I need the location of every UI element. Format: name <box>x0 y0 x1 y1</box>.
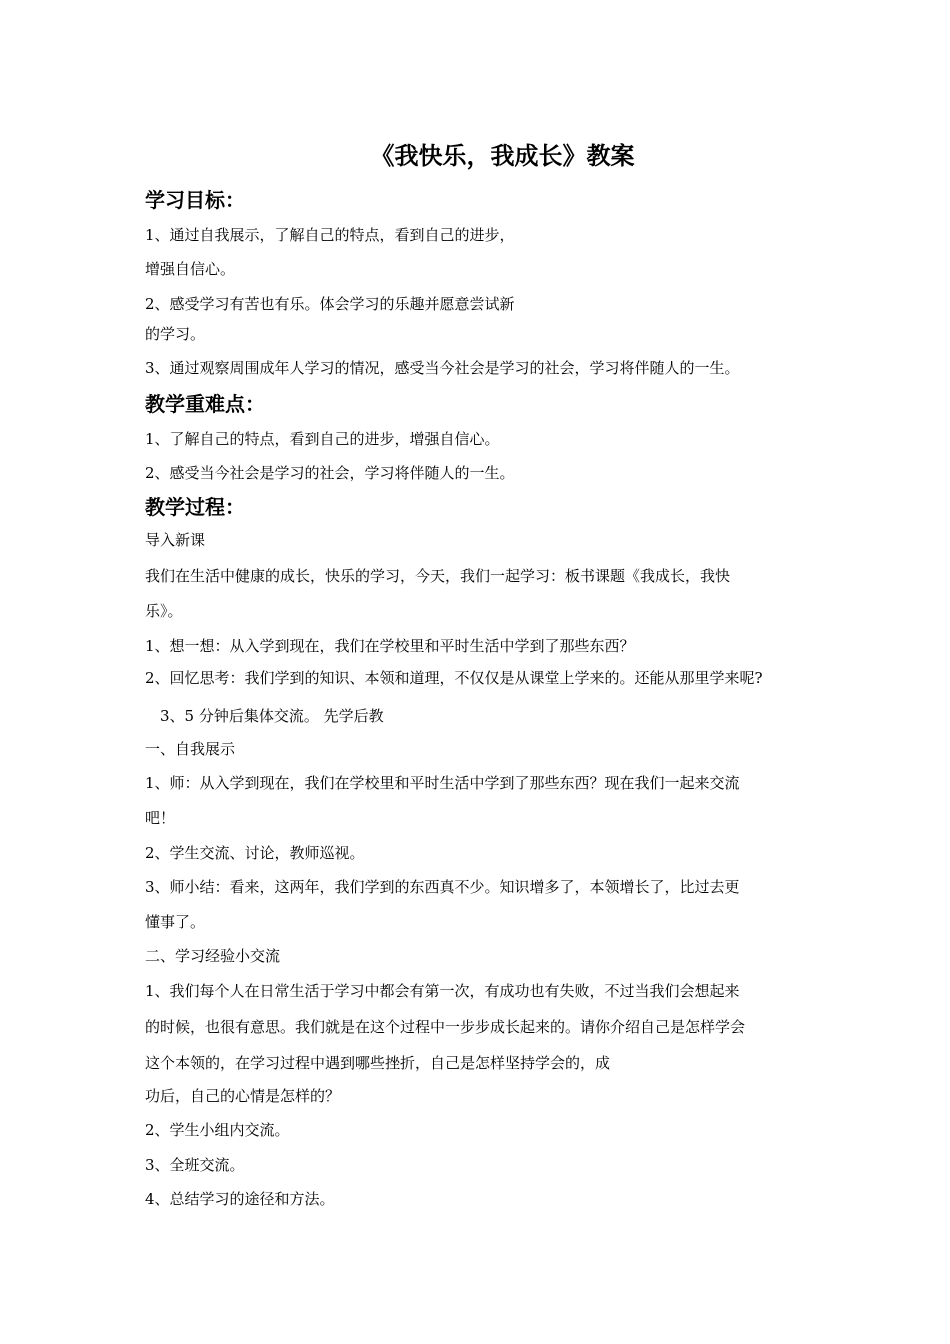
key-points-heading: 教学重难点： <box>145 392 265 416</box>
process-line: 2、回忆思考：我们学到的知识、本领和道理，不仅仅是从课堂上学来的。还能从那里学来呢? <box>145 669 763 687</box>
process-line: 乐》。 <box>145 602 183 620</box>
key-point-line: 1、了解自己的特点，看到自己的进步，增强自信心。 <box>145 430 500 448</box>
process-line: 这个本领的，在学习过程中遇到哪些挫折，自己是怎样坚持学会的，成 <box>145 1054 611 1072</box>
process-line: 二、学习经验小交流 <box>145 947 281 965</box>
process-line: 1、我们每个人在日常生活于学习中都会有第一次，有成功也有失败，不过当我们会想起来 <box>145 982 740 1000</box>
goal-line: 增强自信心。 <box>145 260 236 278</box>
process-line: 3、师小结：看来，这两年，我们学到的东西真不少。知识增多了，本领增长了，比过去更 <box>145 878 740 896</box>
process-line: 功后，自己的心情是怎样的？ <box>145 1087 341 1105</box>
process-line: 1、想一想：从入学到现在，我们在学校里和平时生活中学到了那些东西？ <box>145 637 635 655</box>
process-line: 导入新课 <box>145 531 206 549</box>
process-heading: 教学过程： <box>145 495 245 519</box>
document-title: 《我快乐，我成长》教案 <box>370 142 635 170</box>
goal-line: 3、通过观察周围成年人学习的情况，感受当今社会是学习的社会，学习将伴随人的一生。 <box>145 359 740 377</box>
goals-heading: 学习目标： <box>145 188 245 212</box>
key-point-line: 2、感受当今社会是学习的社会，学习将伴随人的一生。 <box>145 464 515 482</box>
process-line: 3、全班交流。 <box>145 1156 245 1174</box>
process-line: 我们在生活中健康的成长，快乐的学习，今天，我们一起学习：板书课题《我成长，我快 <box>145 567 731 585</box>
process-line: 4、总结学习的途径和方法。 <box>145 1190 335 1208</box>
process-line: 一、自我展示 <box>145 740 236 758</box>
process-line: 3、5 分钟后集体交流。 先学后教 <box>160 707 384 725</box>
process-line: 的时候，也很有意思。我们就是在这个过程中一步步成长起来的。请你介绍自己是怎样学会 <box>145 1018 746 1036</box>
process-line: 懂事了。 <box>145 913 206 931</box>
process-line: 1、师：从入学到现在，我们在学校里和平时生活中学到了那些东西？现在我们一起来交流 <box>145 774 740 792</box>
process-line: 吧！ <box>145 809 176 827</box>
process-line: 2、学生交流、讨论，教师巡视。 <box>145 844 365 862</box>
process-line: 2、学生小组内交流。 <box>145 1121 290 1139</box>
goal-line: 的学习。 <box>145 325 206 343</box>
goal-line: 2、感受学习有苦也有乐。体会学习的乐趣并愿意尝试新 <box>145 295 515 313</box>
goal-line: 1、通过自我展示，了解自己的特点，看到自己的进步， <box>145 226 515 244</box>
